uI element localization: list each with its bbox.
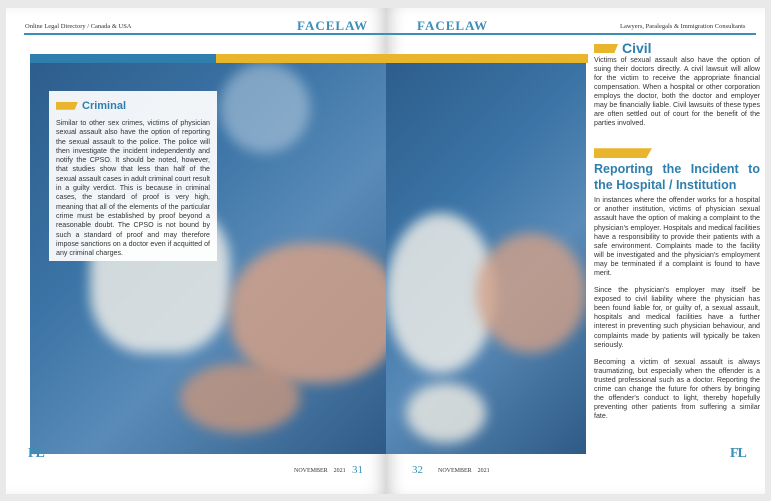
left-page-number: 31 <box>352 464 363 476</box>
right-page <box>386 8 765 494</box>
reporting-title: Reporting the Incident to the Hospital / Institution <box>594 162 760 193</box>
right-page-number: 32 <box>412 464 423 476</box>
left-header-text: Online Legal Directory / Canada & USA <box>25 23 132 30</box>
left-page <box>6 8 386 494</box>
left-top-bar-gold <box>216 54 386 63</box>
left-header-rule <box>24 33 386 35</box>
medical-photo-right <box>386 63 586 454</box>
left-brand: FACELAW <box>297 18 369 33</box>
right-top-bar-gold <box>386 54 588 63</box>
right-header-rule <box>386 33 756 35</box>
right-footer-year: 2021 <box>477 468 490 474</box>
right-footer-month: NOVEMBER <box>438 468 472 474</box>
civil-title: Civil <box>622 40 652 56</box>
left-footer-month: NOVEMBER <box>294 468 328 474</box>
left-fl-logo: FL <box>28 446 44 461</box>
criminal-title: Criminal <box>82 99 127 112</box>
right-header-text: Lawyers, Paralegals & Immigration Consultants <box>620 23 746 30</box>
reporting-tag-marker <box>594 148 652 158</box>
right-footer-date <box>438 468 490 474</box>
right-brand: FACELAW <box>417 18 489 33</box>
right-fl-logo: FL <box>730 446 746 461</box>
reporting-paragraph-3: Becoming a victim of sexual assault is always traumatizing, but especially when the offender is a trusted professional such as a doctor. Reporting the crime can change the future for others by bringing the offender's conduct to light, thereby hopefully preventing other patients from suffering a similar fate. <box>594 357 760 421</box>
right-text-column <box>594 40 760 421</box>
criminal-body: Similar to other sex crimes, victims of physician sexual assault also have the option of reporting the sexual assault to the police. The police will then investigate the incident independently and notify the CPSO. It should be noted, however, that studies show that less than half of the sexual assault cases in adult criminal court result in a guilty verdict. This is because in criminal cases, the standard of proof is very high, meaning that all of the elements of the particular crime must be established by proof beyond a reasonable doubt. The CPSO is not bound by such a standard of proof and may therefore impose sanctions on a doctor even if acquitted of any criminal charges. <box>56 119 210 258</box>
civil-tag-marker <box>594 44 618 53</box>
left-footer-year: 2021 <box>333 468 346 474</box>
civil-body: Victims of sexual assault also have the option of suing their doctors directly. A civil lawsuit will allow for the victim to receive the appropriate financial compensation. When a hospital or other corporation employs the doctor, both the doctor and employer may be financially liable. Civil lawsuits of these types are often settled out of court for the benefit of the parties involved. <box>594 55 760 128</box>
left-top-bar-blue <box>30 54 216 63</box>
left-footer-date <box>294 468 346 474</box>
reporting-paragraph-2: Since the physician's employer may itself be exposed to civil liability where the physician has been found liable for, or guilty of, a sexual assault, hospitals and medical facilities have a further interest in preventing such physician behaviour, and complaints made by patients will typically be taken seriously. <box>594 286 760 349</box>
criminal-tag-marker <box>56 102 78 110</box>
criminal-box <box>49 91 217 261</box>
reporting-paragraph-1: In instances where the offender works for a hospital or another institution, victims of physician sexual assault have the option of making a complaint to the physician's employer. Hospitals and medical facilities have a responsibility to provide their patients with a safe environment. Complaints made to the facility will be investigated and the physician's employment may be terminated if a complaint is found to have merit. <box>594 196 760 278</box>
